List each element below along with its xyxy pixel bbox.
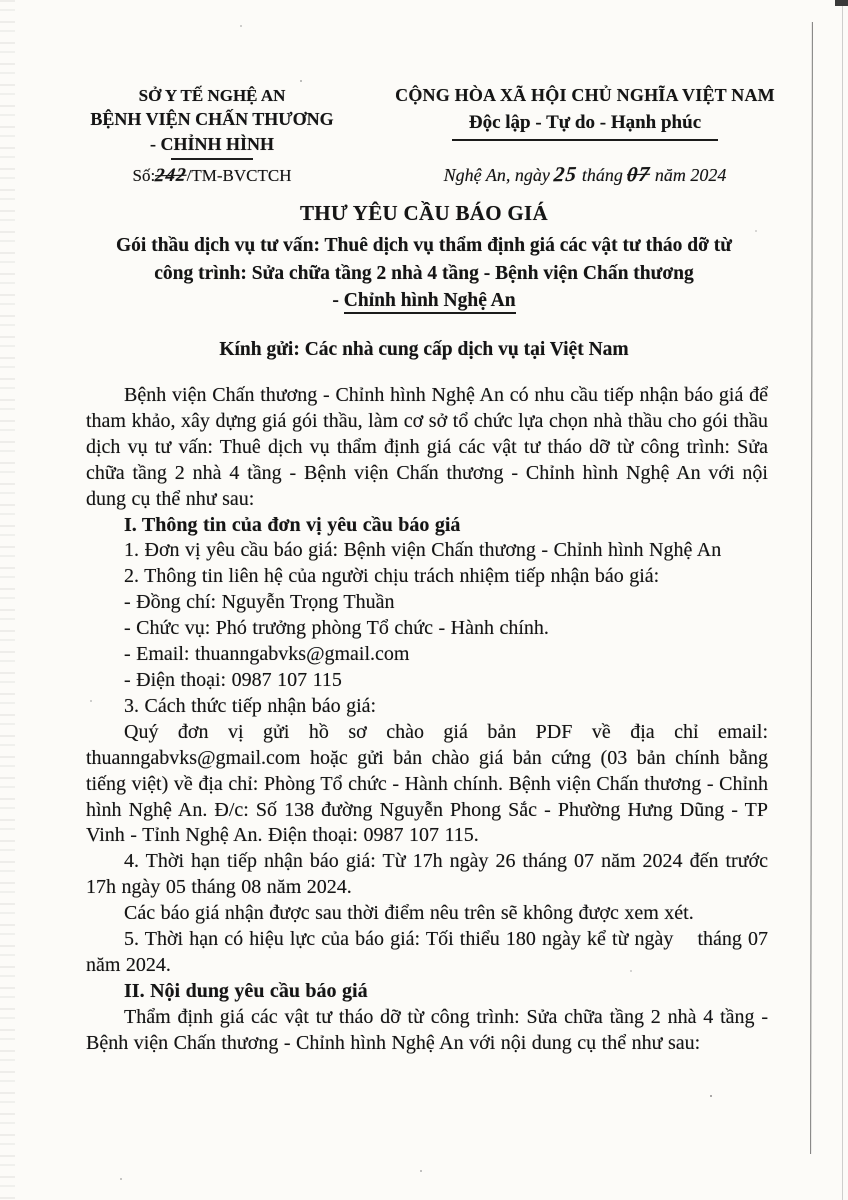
date-month-handwritten: 07 [626, 161, 652, 187]
salutation-line: Kính gửi: Các nhà cung cấp dịch vụ tại Việt Nam [219, 339, 629, 360]
subtitle-line3 [0, 287, 848, 315]
date-prefix: Nghệ An, ngày [443, 165, 555, 186]
doc-number-handwritten: 242 [154, 164, 188, 187]
letterhead [0, 84, 848, 189]
national-title: CỘNG HÒA XÃ HỘI CHỦ NGHĨA VIỆT NAM [395, 85, 775, 105]
document-number [56, 163, 368, 189]
issuing-org-block [56, 84, 368, 189]
contact-phone: - Điện thoại: 0987 107 115 [124, 668, 342, 691]
scan-specks [300, 80, 302, 82]
subtitle-line2: công trình: Sửa chữa tầng 2 nhà 4 tầng - Bệnh viện Chấn thương [154, 262, 694, 284]
date-suffix: năm 2024 [650, 165, 727, 186]
late-quotes-note: Các báo giá nhận được sau thời điểm nêu trên sẽ không được xem xét. [124, 902, 694, 925]
date-day-handwritten: 25 [553, 161, 579, 187]
intro-paragraph: Bệnh viện Chấn thương - Chỉnh hình Nghệ An có nhu cầu tiếp nhận báo giá để tham khảo, xây dựng giá gói thầu, làm cơ sở tổ chức lựa chọn nhà thầu cho gói thầu dịch vụ tư vấn: Thuê dịch vụ thẩm định giá các vật tư tháo dỡ từ công trình: Sửa chữa tầng 2 nhà 4 tầng - Bệnh viện Chấn thương - Chỉnh hình Nghệ An với nội dung cụ thể như sau: [86, 384, 768, 510]
item-validity-text2: tháng 07 năm 2024. [86, 928, 768, 976]
section2-heading: II. Nội dung yêu cầu báo giá [124, 979, 368, 1002]
org-name-line2: - CHỈNH HÌNH [149, 134, 274, 155]
contact-name: - Đồng chí: Nguyễn Trọng Thuần [124, 591, 395, 614]
contact-email: - Email: thuanngabvks@gmail.com [124, 643, 410, 666]
place-date-line [368, 161, 802, 188]
date-mid: tháng [577, 165, 628, 186]
parent-org-name: SỞ Y TẾ NGHỆ AN [138, 86, 286, 105]
subtitle-line3-underlined: Chỉnh hình Nghệ An [344, 290, 516, 314]
item-validity [86, 927, 768, 979]
doc-number-prefix: Số: [132, 166, 156, 186]
letter-body [86, 383, 768, 1057]
section1-heading: I. Thông tin của đơn vị yêu cầu báo giá [124, 513, 461, 536]
top-right-corner-mark [835, 0, 848, 6]
vertical-scan-line [810, 22, 813, 1154]
doc-number-suffix: /TM-BVCTCH [186, 166, 292, 186]
document-subtitle [0, 232, 848, 315]
national-header-block [368, 84, 848, 189]
subtitle-line1: Gói thầu dịch vụ tư vấn: Thuê dịch vụ thẩm định giá các vật tư tháo dỡ từ [115, 235, 733, 256]
item-validity-text1: 5. Thời hạn có hiệu lực của báo giá: Tối thiểu 180 ngày kể từ ngày [124, 928, 674, 951]
contact-title: - Chức vụ: Phó trưởng phòng Tổ chức - Hành chính. [124, 617, 549, 640]
submission-paragraph: Quý đơn vị gửi hồ sơ chào giá bản PDF về địa chỉ email: thuanngabvks@gmail.com hoặc gửi bản chào giá bản cứng (03 bản chính bằng tiếng việt) về địa chỉ: Phòng Tổ chức - Hành chính. Bệnh viện Chấn thương - Chỉnh hình Nghệ An. Đ/c: Số 138 đường Nguyễn Phong Sắc - Phường Hưng Dũng - TP Vinh - Tỉnh Nghệ An. Điện thoại: 0987 107 115. [86, 720, 768, 847]
org-name-line1: BỆNH VIỆN CHẤN THƯƠNG [90, 109, 334, 130]
org-name-underline [171, 158, 253, 160]
item-contact-info: 2. Thông tin liên hệ của người chịu trách nhiệm tiếp nhận báo giá: [124, 565, 660, 588]
closing-paragraph: Thẩm định giá các vật tư tháo dỡ từ công trình: Sửa chữa tầng 2 nhà 4 tầng - Bệnh viện Chấn thương - Chỉnh hình Nghệ An với nội dung cụ thể như sau: [86, 1005, 768, 1054]
national-motto: Độc lập - Tự do - Hạnh phúc [468, 112, 702, 134]
document-title-block [0, 201, 848, 315]
item-deadline: 4. Thời hạn tiếp nhận báo giá: Từ 17h ngày 26 tháng 07 năm 2024 đến trước 17h ngày 05 tháng 08 năm 2024. [86, 850, 768, 899]
subtitle-line3-dash: - [332, 290, 344, 311]
document-title: THƯ YÊU CẦU BÁO GIÁ [300, 201, 548, 225]
item-submission-method: 3. Cách thức tiếp nhận báo giá: [124, 694, 377, 717]
motto-underline [452, 139, 718, 141]
item-requesting-unit: 1. Đơn vị yêu cầu báo giá: Bệnh viện Chấn thương - Chỉnh hình Nghệ An [124, 539, 722, 562]
